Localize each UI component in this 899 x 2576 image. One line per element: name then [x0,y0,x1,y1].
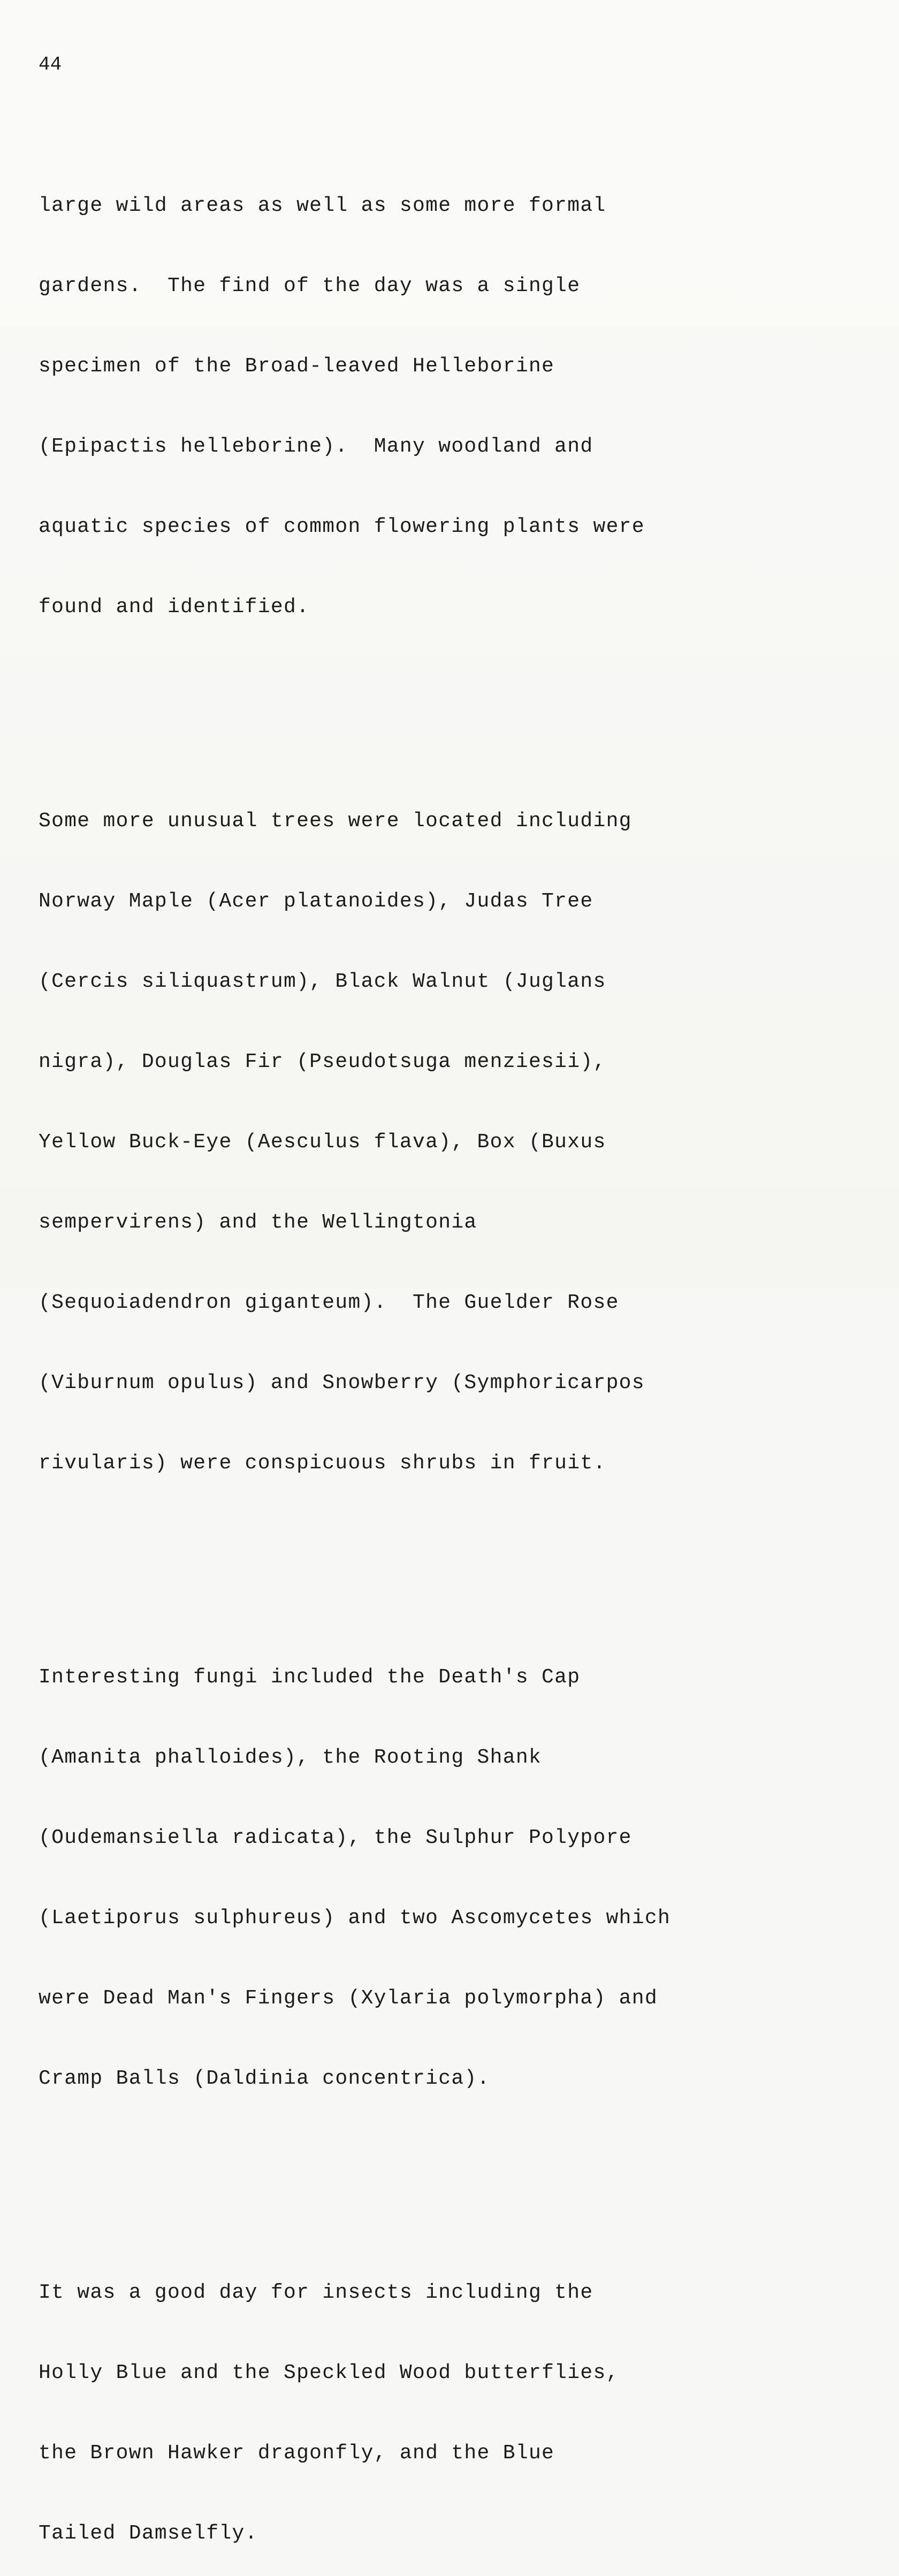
paragraph-trees [39,754,873,1530]
text-line: Norway Maple (Acer platanoides), Judas Tree [39,890,593,913]
text-line: (Viburnum opulus) and Snowberry (Symphoricarpos [39,1371,645,1394]
page-number: 44 [39,54,62,75]
text-line: gardens. The find of the day was a single [39,275,581,298]
text-line: Cramp Balls (Daldinia concentrica). [39,2067,490,2090]
text-line: found and identified. [39,596,310,619]
text-line: rivularis) were conspicuous shrubs in fruit. [39,1452,606,1475]
paragraph-gardens [39,139,873,674]
text-line: large wild areas as well as some more formal [39,194,606,217]
text-line: were Dead Man's Fingers (Xylaria polymorpha) and [39,1987,658,2010]
text-line: the Brown Hawker dragonfly, and the Blue [39,2442,555,2465]
text-line: Interesting fungi included the Death's Cap [39,1666,581,1689]
body-text [39,86,873,2576]
paragraph-fungi [39,1611,873,2146]
text-line: specimen of the Broad-leaved Helleborine [39,355,555,378]
text-line: Yellow Buck-Eye (Aesculus flava), Box (Buxus [39,1131,606,1154]
text-line: (Amanita phalloides), the Rooting Shank [39,1746,542,1769]
text-line: Tailed Damselfly. [39,2522,258,2545]
text-line: (Laetiporus sulphureus) and two Ascomycetes which [39,1907,671,1930]
text-line: (Sequoiadendron giganteum). The Guelder Rose [39,1291,619,1314]
text-line: aquatic species of common flowering plants were [39,515,645,538]
text-line: Holly Blue and the Speckled Wood butterflies, [39,2361,619,2384]
text-line: (Oudemansiella radicata), the Sulphur Polypore [39,1826,632,1849]
text-line: sempervirens) and the Wellingtonia [39,1211,477,1234]
text-line: (Epipactis helleborine). Many woodland and [39,435,593,458]
text-line: nigra), Douglas Fir (Pseudotsuga menziesii), [39,1050,606,1073]
text-line: (Cercis siliquastrum), Black Walnut (Juglans [39,970,606,993]
text-line: Some more unusual trees were located including [39,810,632,833]
paragraph-insects [39,2226,873,2576]
text-line: It was a good day for insects including the [39,2281,593,2304]
